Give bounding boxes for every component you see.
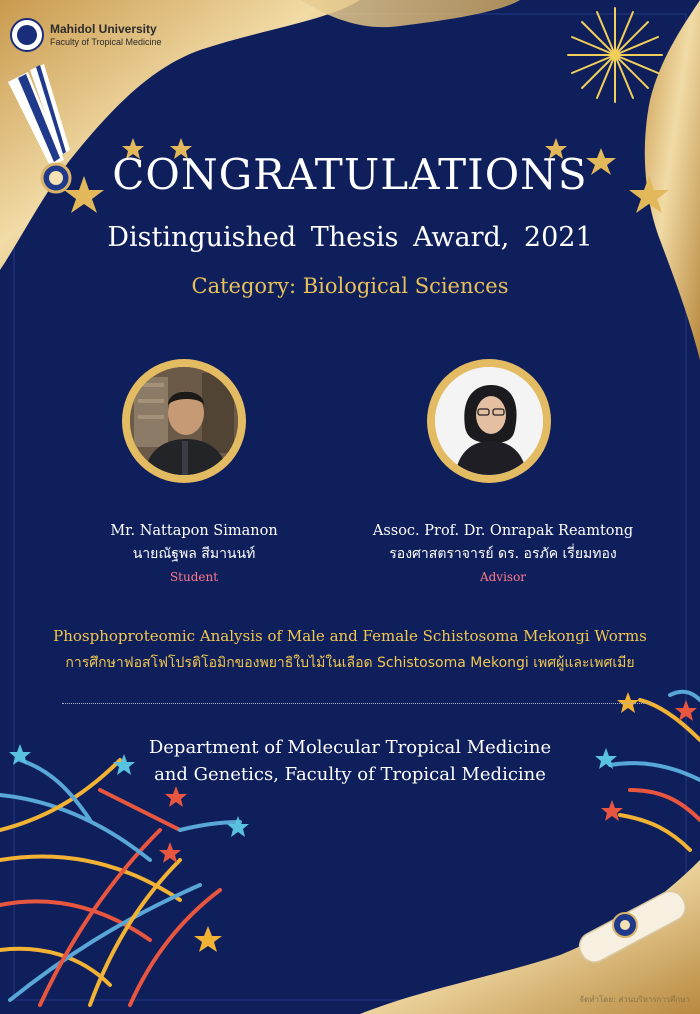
firework-top-right — [568, 8, 662, 102]
award-category: Category: Biological Sciences — [191, 274, 509, 298]
thesis-title-th: การศึกษาฟอสโฟโปรติโอมิกของพยาธิใบไม้ในเลือด Schistosoma Mekongi เพศผู้และเพศเมีย — [65, 655, 635, 671]
university-seal-icon — [10, 18, 44, 52]
advisor-role: Advisor — [479, 570, 527, 584]
advisor-photo-frame — [427, 359, 551, 483]
award-title: Distinguished Thesis Award, 2021 — [107, 222, 593, 253]
credit-text: จัดทำโดย: ส่วนบริหารการศึกษา — [579, 995, 690, 1004]
student-photo-frame — [122, 359, 246, 483]
student-name-en: Mr. Nattapon Simanon — [110, 523, 278, 539]
student-name-th: นายณัฐพล สีมานนท์ — [132, 546, 256, 562]
thesis-title-en: Phosphoproteomic Analysis of Male and Female Schistosoma Mekongi Worms — [53, 627, 647, 645]
department-line-2: and Genetics, Faculty of Tropical Medicine — [154, 764, 546, 785]
advisor-photo — [435, 367, 543, 475]
department-line-1: Department of Molecular Tropical Medicine — [148, 737, 552, 758]
student-photo — [130, 367, 238, 475]
university-logo — [10, 18, 162, 52]
student-role: Student — [169, 570, 219, 584]
advisor-name-th: รองศาสตราจารย์ ดร. อรภัค เรี่ยมทอง — [389, 546, 617, 562]
logo-faculty-name: Faculty of Tropical Medicine — [50, 36, 162, 47]
student-info — [44, 523, 344, 584]
advisor-info — [338, 523, 668, 584]
logo-university-name: Mahidol University — [50, 21, 157, 36]
dotted-divider — [62, 703, 652, 704]
advisor-name-en: Assoc. Prof. Dr. Onrapak Reamtong — [372, 523, 634, 539]
headline: CONGRATULATIONS — [112, 150, 588, 199]
